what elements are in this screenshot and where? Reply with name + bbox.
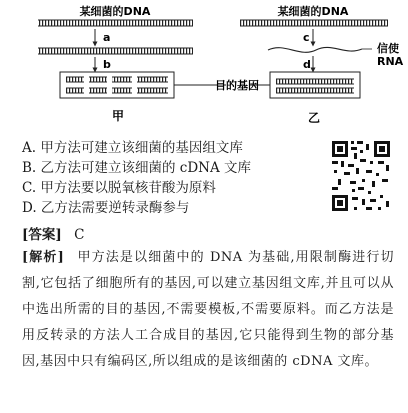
mrna-label-line2: RNA [377,55,404,68]
answer-label: [答案] [22,227,62,243]
step-c-label: c [303,31,310,44]
dna-diagram [0,0,408,130]
qr-code-icon [330,137,392,215]
right-dna-top [240,20,388,26]
analysis-label: [解析] [22,250,65,265]
step-b-label: b [103,58,111,71]
target-gene-label: 目的基因 [215,79,259,92]
left-dna-top [38,20,193,26]
right-caption: 乙 [307,111,321,125]
qr-code-image [330,137,392,215]
left-caption: 甲 [111,109,125,123]
option-b: B. 乙方法可建立该细菌的 cDNA 文库 [22,160,252,176]
left-dna-fragments [38,48,193,54]
option-a: A. 甲方法可建立该细菌的基因组文库 [22,140,243,156]
step-d-label: d [303,58,311,71]
diagram-svg [0,0,408,130]
analysis-text: 甲方法是以细菌中的 DNA 为基础,用限制酶进行切割,它包括了细胞所有的基因,可以建立基因组文库,并且可以从中选出所需的目的基因,不需要模板,不需要原料。而乙方法是用反转录的方法人工合成目的基因,它只能得到生物的部分基因,基因中只有编码区,所以组成的是该细菌的 cDNA 文库。 [22,250,394,369]
left-title: 某细菌的DNA [79,5,151,18]
left-gene-box [60,72,174,98]
option-d: D. 乙方法需要逆转录酶参与 [22,200,190,216]
step-a-label: a [103,31,111,44]
analysis-paragraph [22,245,394,375]
answer-line [22,223,84,243]
answer-options [22,138,322,218]
mrna-strand [268,47,362,52]
right-gene-box [270,72,360,98]
option-c: C. 甲方法要以脱氧核苷酸为原料 [22,180,216,196]
answer-value: C [74,227,85,243]
right-title: 某细菌的DNA [277,5,349,18]
mrna-label-line1: 信使 [377,42,399,55]
